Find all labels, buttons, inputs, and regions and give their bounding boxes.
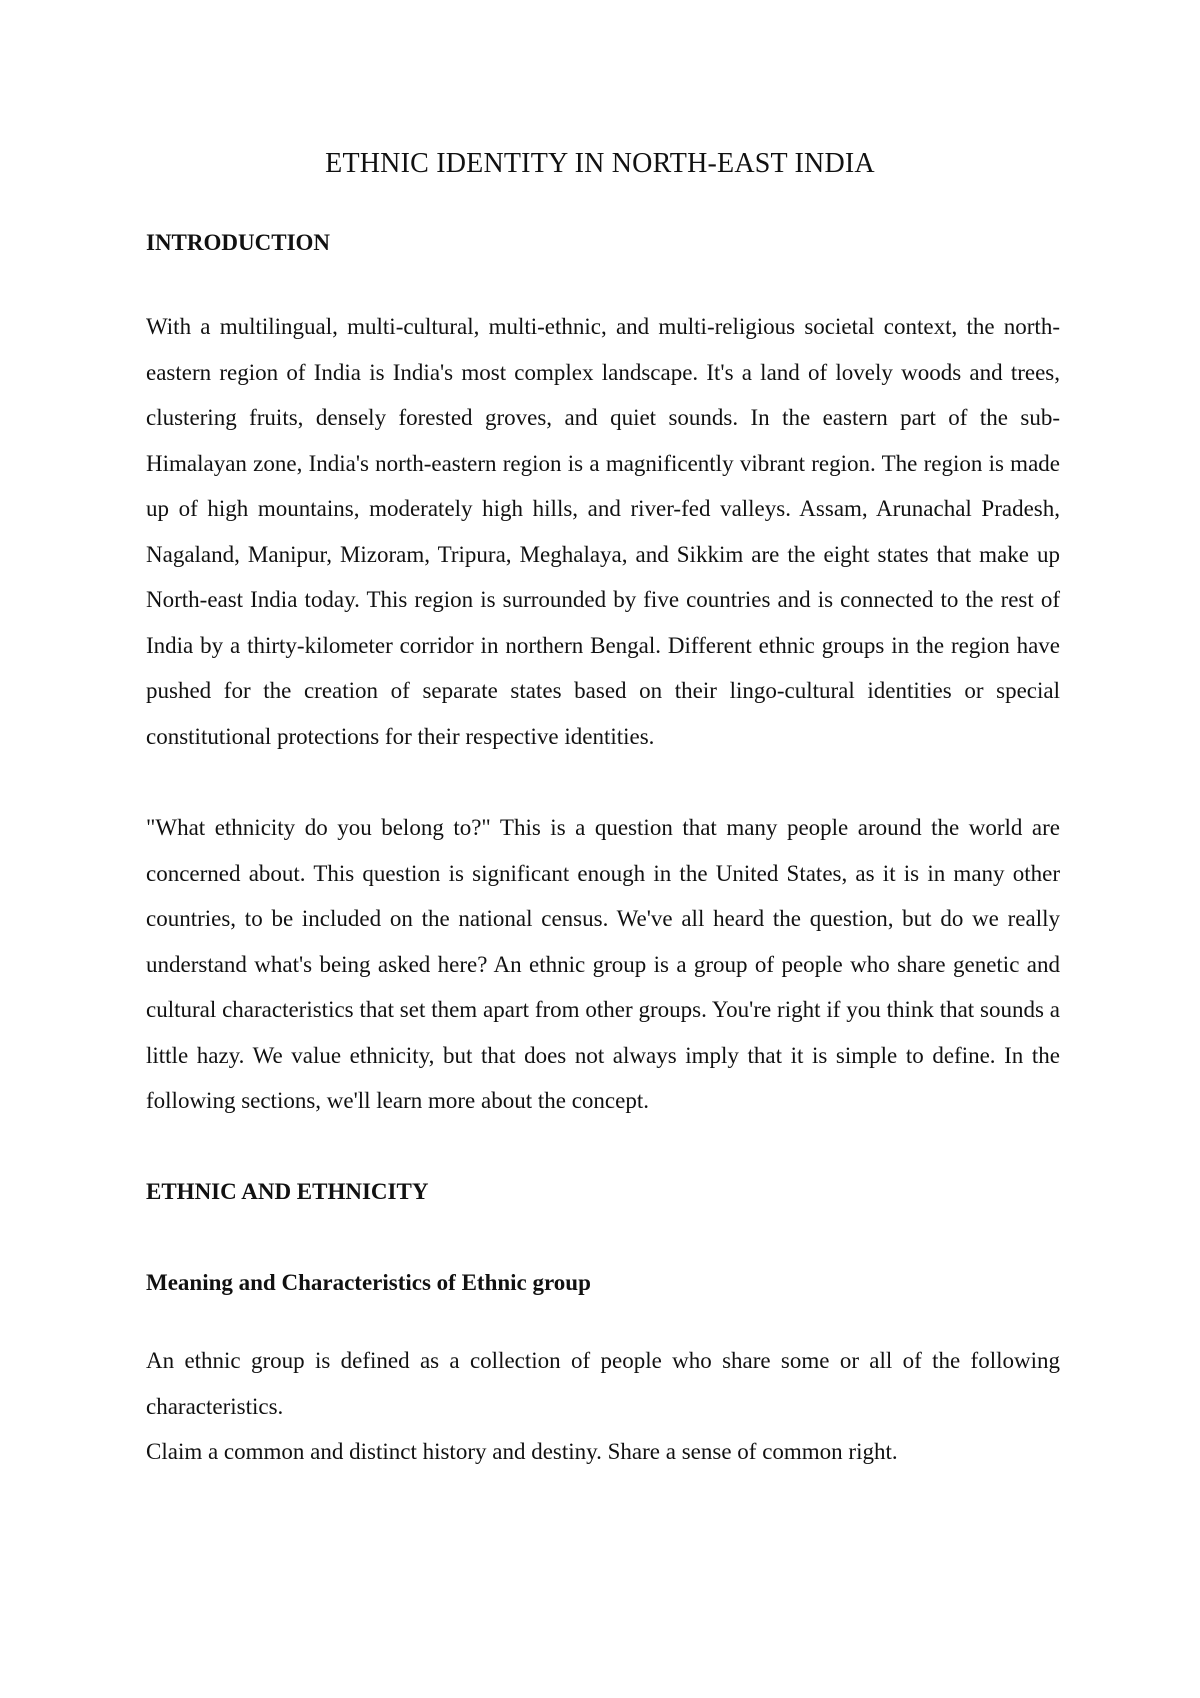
ethnic-paragraph-1: An ethnic group is defined as a collection of people who share some or all of the following characteristics. [146, 1348, 1060, 1419]
document-title: ETHNIC IDENTITY IN NORTH-EAST INDIA [325, 148, 875, 179]
subheading-meaning-characteristics: Meaning and Characteristics of Ethnic group [146, 1270, 591, 1295]
section-heading-introduction: INTRODUCTION [146, 230, 331, 255]
section-heading-ethnic-and-ethnicity: ETHNIC AND ETHNICITY [146, 1179, 429, 1204]
intro-paragraph-1: With a multilingual, multi-cultural, multi-ethnic, and multi-religious societal context, the north-eastern region of India is India's most complex landscape. It's a land of lovely woods and trees, clustering fruits, densely forested groves, and quiet sounds. In the eastern part of the sub-Himalayan zone, India's north-eastern region is a magnificently vibrant region. The region is made up of high mountains, moderately high hills, and river-fed valleys. Assam, Arunachal Pradesh, Nagaland, Manipur, Mizoram, Tripura, Meghalaya, and Sikkim are the eight states that make up North-east India today. This region is surrounded by five countries and is connected to the rest of India by a thirty-kilometer corridor in northern Bengal. Different ethnic groups in the region have pushed for the creation of separate states based on their lingo-cultural identities or special constitutional protections for their respective identities. [146, 314, 1060, 749]
intro-paragraph-2: "What ethnicity do you belong to?" This is a question that many people around the world are concerned about. This question is significant enough in the United States, as it is in many other countries, to be included on the national census. We've all heard the question, but do we really understand what's being asked here? An ethnic group is a group of people who share genetic and cultural characteristics that set them apart from other groups. You're right if you think that sounds a little hazy. We value ethnicity, but that does not always imply that it is simple to define. In the following sections, we'll learn more about the concept. [146, 815, 1060, 1113]
ethnic-paragraph-2: Claim a common and distinct history and destiny. Share a sense of common right. [146, 1439, 898, 1464]
